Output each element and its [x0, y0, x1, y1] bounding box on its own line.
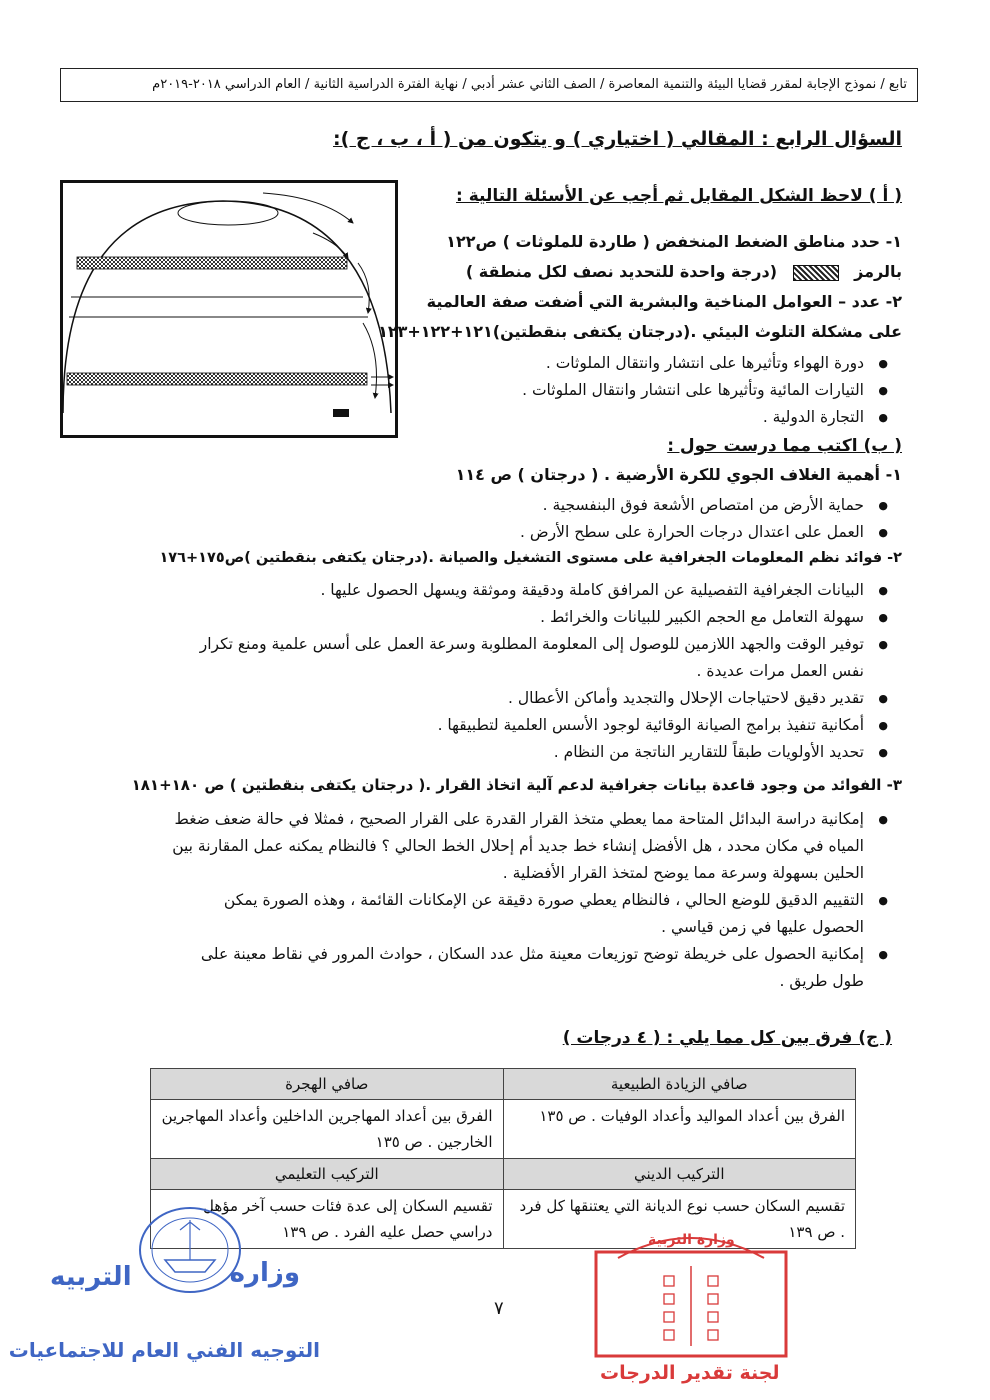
- atmosphere-circulation-diagram: [60, 180, 398, 438]
- list-item: ● توفير الوقت والجهد اللازمين للوصول إلى المعلومة المطلوبة وسرعة العمل على أسس علمية ومنع تكرار نفس العمل مرات عديدة .: [170, 631, 890, 685]
- table-row: [151, 1159, 856, 1190]
- table-head-cell: التركيب الديني: [503, 1159, 856, 1190]
- table-head-cell: التركيب التعليمي: [151, 1159, 504, 1190]
- table-cell: تقسيم السكان حسب نوع الديانة التي يعتنقها كل فرد . ص ١٣٩: [503, 1190, 856, 1249]
- question4-title: السؤال الرابع : المقالي ( اختياري ) و يتكون من ( أ ، ب ، ج ):: [333, 128, 902, 150]
- part-a-q1-line1: ١- حدد مناطق الضغط المنخفض ( طاردة للملوثات ) ص١٢٢: [446, 232, 902, 251]
- stamp-left-bottom: التوجيه الفني العام للاجتماعيات: [8, 1338, 320, 1362]
- table-cell: الفرق بين أعداد المواليد وأعداد الوفيات . ص ١٣٥: [503, 1100, 856, 1159]
- part-b-item1-bullets: [190, 492, 890, 546]
- list-item: ● التجارة الدولية .: [420, 404, 890, 431]
- part-a-title: ( أ ) لاحظ الشكل المقابل ثم أجب عن الأسئلة التالية :: [456, 186, 902, 206]
- stamp-left-word1: وزاره: [229, 1258, 300, 1288]
- part-b-item2-bullets: [170, 577, 890, 766]
- ministry-stamp-left: [8, 1200, 320, 1380]
- list-item: ● التقييم الدقيق للوضع الحالي ، فالنظام يعطي صورة دقيقة عن الإمكانات القائمة ، وهذه الصورة يمكن الحصول عليها في زمن قياسي .: [170, 887, 890, 941]
- table-head-cell: صافي الزيادة الطبيعية: [503, 1069, 856, 1100]
- list-item: ● البيانات الجغرافية التفصيلية عن المرافق كاملة ودقيقة وموثقة ويسهل الحصول عليها .: [170, 577, 890, 604]
- table-cell: تقسيم السكان إلى عدة فئات حسب آخر مؤهل دراسي حصل عليه الفرد . ص ١٣٩: [151, 1190, 504, 1249]
- list-item: ● العمل على اعتدال درجات الحرارة على سطح الأرض .: [190, 519, 890, 546]
- page-number: ٧: [494, 1298, 504, 1319]
- circulation-arrow-4: [363, 323, 377, 398]
- header-box: [60, 68, 918, 102]
- part-b-title: ( ب) اكتب مما درست حول :: [667, 436, 902, 456]
- part-b-item1-title: ١- أهمية الغلاف الجوي للكرة الأرضية . ( درجتان ) ص ١١٤: [455, 465, 902, 484]
- grading-committee-stamp: [588, 1228, 794, 1390]
- list-item: ● دورة الهواء وتأثيرها على انتشار وانتقال الملوثات .: [420, 350, 890, 377]
- part-a-q2-line1: ٢- عدد – العوامل المناخية والبشرية التي أضفت صفة العالمية: [426, 292, 902, 311]
- part-a-q1-line2: [466, 262, 902, 281]
- circulation-arrow-3: [358, 263, 369, 313]
- part-b-item2-title: ٢- فوائد نظم المعلومات الجغرافية على مستوى التشغيل والصيانة .(درجتان يكتفى بنقطتين )ص١٧٥+١٧٦: [159, 550, 902, 566]
- low-pressure-band-2: [67, 373, 367, 385]
- list-item: ● تحديد الأولويات طبقاً للتقارير الناتجة من النظام .: [170, 739, 890, 766]
- list-item: ● حماية الأرض من امتصاص الأشعة فوق البنفسجية .: [190, 492, 890, 519]
- part-a-q2-line2: على مشكلة التلوث البيئي .(درجتان يكتفى بنقطتين)١٢١+١٢٢+١٢٣: [378, 322, 902, 341]
- stamp-left-word2: التربيه: [50, 1262, 132, 1292]
- list-item: ● تقدير دقيق لاحتياجات الإحلال والتجديد وأماكن الأعطال .: [170, 685, 890, 712]
- part-b-item3-bullets: [170, 806, 890, 995]
- list-item: ● إمكانية الحصول على خريطة توضح توزيعات معينة مثل عدد السكان ، حوادث المرور في نقاط معينة على طول طريق .: [170, 941, 890, 995]
- diagram-svg: [63, 183, 395, 435]
- table-row: [151, 1069, 856, 1100]
- header-text: تابع / نموذج الإجابة لمقرر قضايا البيئة والتنمية المعاصرة / الصف الثاني عشر أدبي / نهاية الفترة الدراسية الثانية / العام الدراسي ٢٠١٨-٢٠١٩م: [152, 77, 907, 92]
- list-item: ● سهولة التعامل مع الحجم الكبير للبيانات والخرائط .: [170, 604, 890, 631]
- circulation-arrow-2: [313, 233, 348, 258]
- part-b-item3-title: ٣- الفوائد من وجود قاعدة بيانات جغرافية لدعم آلية اتخاذ القرار .( درجتان يكتفى بنقطتين ) ص ١٨٠+١٨١: [131, 776, 902, 794]
- list-item: ● أمكانية تنفيذ برامج الصيانة الوقائية لوجود الأسس العلمية لتطبيقها .: [170, 712, 890, 739]
- symbol-suffix: (درجة واحدة للتحديد نصف لكل منطقة ): [465, 262, 777, 281]
- symbol-prefix: بالرمز: [854, 262, 902, 281]
- stamp-right-bottom: لجنة تقدير الدرجات: [600, 1362, 780, 1384]
- list-item: ● إمكانية دراسة البدائل المتاحة مما يعطي متخذ القرار القدرة على القرار الصحيح ، فمثلا في حالة ضعف ضغط المياه في مكان محدد ، هل الأفضل إنشاء خط جديد أم إحلال الخط الحالي ؟ فالنظام يمكنه عمل المقارنة بين الحلين بسهولة وسرعة مما يوضح لمتخذ القرار الأفضلية .: [170, 806, 890, 887]
- legend-mark: [333, 409, 349, 417]
- stamp-right-top: وزارة التربية: [648, 1232, 735, 1248]
- part-a-bullets: [420, 350, 890, 431]
- low-pressure-band-1: [77, 257, 347, 269]
- table-head-cell: صافي الهجرة: [151, 1069, 504, 1100]
- polar-cell: [178, 201, 278, 225]
- table-row: [151, 1100, 856, 1159]
- hatch-symbol: [793, 265, 839, 281]
- table-cell: الفرق بين أعداد المهاجرين الداخلين وأعداد المهاجرين الخارجين . ص ١٣٥: [151, 1100, 504, 1159]
- list-item: ● التيارات المائية وتأثيرها على انتشار وانتقال الملوثات .: [420, 377, 890, 404]
- part-c-title: ( ج) فرق بين كل مما يلي : ( ٤ درجات ): [562, 1028, 892, 1048]
